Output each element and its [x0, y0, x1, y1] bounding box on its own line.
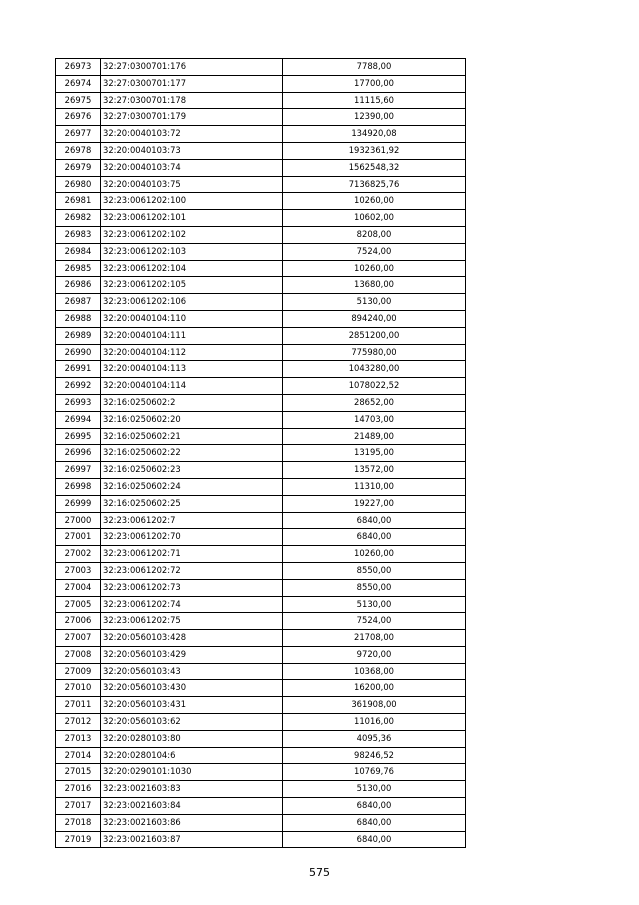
cadastral-value-cell: 6840,00 [283, 529, 466, 546]
cadastral-number-cell: 32:23:0061202:105 [101, 277, 283, 294]
page-number: 575 [309, 866, 330, 879]
cadastral-number-cell: 32:16:0250602:25 [101, 495, 283, 512]
row-number-cell: 26997 [56, 462, 101, 479]
cadastral-number-cell: 32:20:0040104:110 [101, 310, 283, 327]
cadastral-value-cell: 361908,00 [283, 697, 466, 714]
cadastral-value-cell: 6840,00 [283, 814, 466, 831]
row-number-cell: 27012 [56, 714, 101, 731]
cadastral-value-cell: 6840,00 [283, 798, 466, 815]
table-row [56, 411, 466, 428]
table-row [56, 747, 466, 764]
row-number-cell: 26995 [56, 428, 101, 445]
cadastral-value-cell: 11310,00 [283, 478, 466, 495]
cadastral-value-cell: 894240,00 [283, 310, 466, 327]
row-number-cell: 26988 [56, 310, 101, 327]
cadastral-number-cell: 32:23:0021603:86 [101, 814, 283, 831]
table-row [56, 579, 466, 596]
row-number-cell: 27009 [56, 663, 101, 680]
cadastral-value-cell: 8208,00 [283, 226, 466, 243]
cadastral-value-cell: 5130,00 [283, 294, 466, 311]
cadastral-value-cell: 6840,00 [283, 512, 466, 529]
cadastral-value-cell: 21708,00 [283, 630, 466, 647]
table-row [56, 613, 466, 630]
cadastral-number-cell: 32:23:0061202:102 [101, 226, 283, 243]
cadastral-value-cell: 8550,00 [283, 579, 466, 596]
table-row [56, 327, 466, 344]
cadastral-number-cell: 32:20:0280104:6 [101, 747, 283, 764]
table-row [56, 361, 466, 378]
cadastral-value-cell: 19227,00 [283, 495, 466, 512]
row-number-cell: 26987 [56, 294, 101, 311]
cadastral-number-cell: 32:23:0061202:70 [101, 529, 283, 546]
row-number-cell: 27008 [56, 646, 101, 663]
cadastral-number-cell: 32:16:0250602:24 [101, 478, 283, 495]
row-number-cell: 27007 [56, 630, 101, 647]
cadastral-number-cell: 32:20:0560103:429 [101, 646, 283, 663]
cadastral-value-cell: 775980,00 [283, 344, 466, 361]
table-row [56, 814, 466, 831]
cadastral-number-cell: 32:20:0280103:80 [101, 730, 283, 747]
table-row [56, 176, 466, 193]
cadastral-value-cell: 12390,00 [283, 109, 466, 126]
cadastral-number-cell: 32:16:0250602:2 [101, 394, 283, 411]
cadastral-value-cell: 11016,00 [283, 714, 466, 731]
table-row [56, 630, 466, 647]
row-number-cell: 27001 [56, 529, 101, 546]
row-number-cell: 26974 [56, 75, 101, 92]
cadastral-number-cell: 32:23:0061202:104 [101, 260, 283, 277]
cadastral-value-cell: 8550,00 [283, 562, 466, 579]
row-number-cell: 26989 [56, 327, 101, 344]
cadastral-value-cell: 5130,00 [283, 596, 466, 613]
cadastral-value-cell: 1562548,32 [283, 159, 466, 176]
cadastral-value-cell: 1043280,00 [283, 361, 466, 378]
cadastral-number-cell: 32:20:0040104:112 [101, 344, 283, 361]
table-row [56, 142, 466, 159]
cadastral-value-cell: 10260,00 [283, 260, 466, 277]
row-number-cell: 27014 [56, 747, 101, 764]
cadastral-value-cell: 134920,08 [283, 126, 466, 143]
cadastral-value-cell: 9720,00 [283, 646, 466, 663]
row-number-cell: 26992 [56, 378, 101, 395]
row-number-cell: 26982 [56, 210, 101, 227]
table-row [56, 680, 466, 697]
table-row [56, 562, 466, 579]
table-row [56, 378, 466, 395]
cadastral-number-cell: 32:23:0061202:106 [101, 294, 283, 311]
cadastral-number-cell: 32:23:0061202:100 [101, 193, 283, 210]
cadastral-number-cell: 32:23:0061202:73 [101, 579, 283, 596]
table-row [56, 193, 466, 210]
cadastral-value-cell: 5130,00 [283, 781, 466, 798]
table-row [56, 831, 466, 848]
row-number-cell: 27015 [56, 764, 101, 781]
table-body [56, 59, 466, 848]
cadastral-value-cell: 21489,00 [283, 428, 466, 445]
row-number-cell: 26978 [56, 142, 101, 159]
row-number-cell: 26993 [56, 394, 101, 411]
row-number-cell: 26986 [56, 277, 101, 294]
table-row [56, 445, 466, 462]
cadastral-value-cell: 16200,00 [283, 680, 466, 697]
cadastral-number-cell: 32:16:0250602:23 [101, 462, 283, 479]
cadastral-number-cell: 32:20:0040104:113 [101, 361, 283, 378]
cadastral-number-cell: 32:20:0560103:43 [101, 663, 283, 680]
row-number-cell: 26979 [56, 159, 101, 176]
cadastral-number-cell: 32:20:0040103:75 [101, 176, 283, 193]
table-row [56, 730, 466, 747]
row-number-cell: 27004 [56, 579, 101, 596]
cadastral-value-cell: 17700,00 [283, 75, 466, 92]
cadastral-value-cell: 11115,60 [283, 92, 466, 109]
table-row [56, 714, 466, 731]
table-row [56, 394, 466, 411]
row-number-cell: 26976 [56, 109, 101, 126]
row-number-cell: 27011 [56, 697, 101, 714]
table-row [56, 75, 466, 92]
table-row [56, 92, 466, 109]
row-number-cell: 26984 [56, 243, 101, 260]
cadastral-number-cell: 32:23:0061202:101 [101, 210, 283, 227]
table-row [56, 546, 466, 563]
table-row [56, 495, 466, 512]
cadastral-value-cell: 13680,00 [283, 277, 466, 294]
table-row [56, 260, 466, 277]
row-number-cell: 26994 [56, 411, 101, 428]
cadastral-number-cell: 32:27:0300701:177 [101, 75, 283, 92]
row-number-cell: 27019 [56, 831, 101, 848]
table-row [56, 781, 466, 798]
table-row [56, 310, 466, 327]
row-number-cell: 26990 [56, 344, 101, 361]
cadastral-number-cell: 32:20:0040103:73 [101, 142, 283, 159]
cadastral-number-cell: 32:20:0560103:62 [101, 714, 283, 731]
cadastral-number-cell: 32:23:0061202:71 [101, 546, 283, 563]
table-row [56, 663, 466, 680]
row-number-cell: 27017 [56, 798, 101, 815]
cadastral-number-cell: 32:20:0040103:72 [101, 126, 283, 143]
cadastral-value-cell: 10260,00 [283, 546, 466, 563]
cadastral-value-cell: 10368,00 [283, 663, 466, 680]
row-number-cell: 26996 [56, 445, 101, 462]
table-row [56, 277, 466, 294]
cadastral-number-cell: 32:23:0061202:74 [101, 596, 283, 613]
cadastral-value-cell: 7788,00 [283, 59, 466, 76]
cadastral-number-cell: 32:27:0300701:179 [101, 109, 283, 126]
row-number-cell: 26991 [56, 361, 101, 378]
row-number-cell: 26999 [56, 495, 101, 512]
cadastral-value-cell: 2851200,00 [283, 327, 466, 344]
cadastral-number-cell: 32:27:0300701:178 [101, 92, 283, 109]
table-row [56, 798, 466, 815]
cadastral-value-cell: 6840,00 [283, 831, 466, 848]
table-row [56, 243, 466, 260]
table-row [56, 344, 466, 361]
table-row [56, 697, 466, 714]
cadastral-number-cell: 32:16:0250602:20 [101, 411, 283, 428]
cadastral-value-cell: 10602,00 [283, 210, 466, 227]
row-number-cell: 27010 [56, 680, 101, 697]
cadastral-value-cell: 10769,76 [283, 764, 466, 781]
cadastral-number-cell: 32:20:0040104:111 [101, 327, 283, 344]
row-number-cell: 26973 [56, 59, 101, 76]
row-number-cell: 27005 [56, 596, 101, 613]
row-number-cell: 27003 [56, 562, 101, 579]
table-row [56, 512, 466, 529]
cadastral-number-cell: 32:27:0300701:176 [101, 59, 283, 76]
cadastral-number-cell: 32:23:0021603:87 [101, 831, 283, 848]
row-number-cell: 26980 [56, 176, 101, 193]
table-row [56, 109, 466, 126]
row-number-cell: 26975 [56, 92, 101, 109]
cadastral-number-cell: 32:20:0560103:430 [101, 680, 283, 697]
cadastral-number-cell: 32:23:0021603:84 [101, 798, 283, 815]
cadastral-value-cell: 14703,00 [283, 411, 466, 428]
cadastral-number-cell: 32:20:0560103:428 [101, 630, 283, 647]
cadastral-number-cell: 32:20:0040104:114 [101, 378, 283, 395]
cadastral-number-cell: 32:23:0061202:75 [101, 613, 283, 630]
table-row [56, 226, 466, 243]
row-number-cell: 26977 [56, 126, 101, 143]
table-row [56, 126, 466, 143]
table-row [56, 462, 466, 479]
row-number-cell: 27002 [56, 546, 101, 563]
table-row [56, 596, 466, 613]
cadastral-number-cell: 32:16:0250602:22 [101, 445, 283, 462]
cadastral-value-cell: 4095,36 [283, 730, 466, 747]
cadastral-value-cell: 1932361,92 [283, 142, 466, 159]
cadastral-value-cell: 1078022,52 [283, 378, 466, 395]
cadastral-number-cell: 32:23:0061202:72 [101, 562, 283, 579]
cadastral-value-cell: 13195,00 [283, 445, 466, 462]
table-row [56, 210, 466, 227]
table-row [56, 478, 466, 495]
row-number-cell: 27000 [56, 512, 101, 529]
cadastral-value-cell: 10260,00 [283, 193, 466, 210]
table-row [56, 646, 466, 663]
cadastral-value-cell: 7136825,76 [283, 176, 466, 193]
cadastral-number-cell: 32:20:0290101:1030 [101, 764, 283, 781]
row-number-cell: 26981 [56, 193, 101, 210]
row-number-cell: 26983 [56, 226, 101, 243]
row-number-cell: 27006 [56, 613, 101, 630]
row-number-cell: 27013 [56, 730, 101, 747]
cadastral-number-cell: 32:23:0061202:7 [101, 512, 283, 529]
table-row [56, 159, 466, 176]
cadastral-value-cell: 98246,52 [283, 747, 466, 764]
cadastral-number-cell: 32:23:0061202:103 [101, 243, 283, 260]
cadastral-number-cell: 32:16:0250602:21 [101, 428, 283, 445]
cadastral-value-table [55, 58, 466, 848]
table-row [56, 59, 466, 76]
table-row [56, 764, 466, 781]
cadastral-value-cell: 7524,00 [283, 613, 466, 630]
cadastral-number-cell: 32:23:0021603:83 [101, 781, 283, 798]
cadastral-value-cell: 28652,00 [283, 394, 466, 411]
table-row [56, 428, 466, 445]
cadastral-number-cell: 32:20:0560103:431 [101, 697, 283, 714]
row-number-cell: 26998 [56, 478, 101, 495]
row-number-cell: 27016 [56, 781, 101, 798]
table-row [56, 529, 466, 546]
row-number-cell: 27018 [56, 814, 101, 831]
cadastral-value-cell: 13572,00 [283, 462, 466, 479]
cadastral-number-cell: 32:20:0040103:74 [101, 159, 283, 176]
cadastral-value-cell: 7524,00 [283, 243, 466, 260]
table-row [56, 294, 466, 311]
row-number-cell: 26985 [56, 260, 101, 277]
